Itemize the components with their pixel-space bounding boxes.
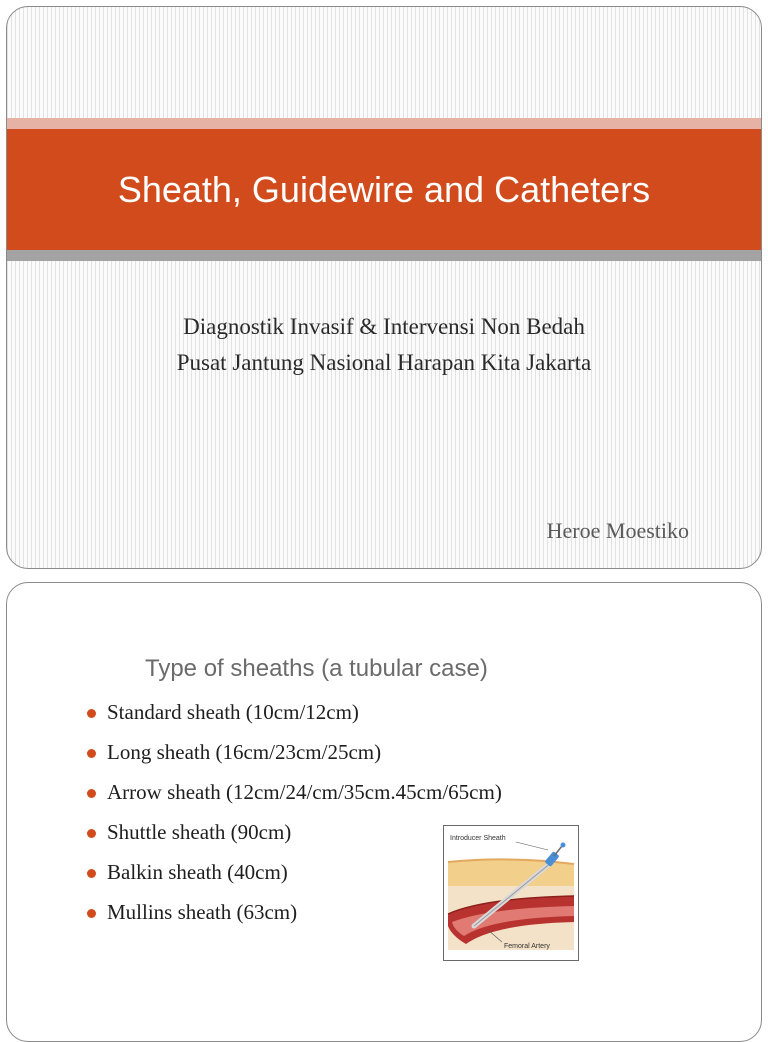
bullet-icon [87, 869, 96, 878]
list-item [87, 780, 502, 820]
subtitle-line: Diagnostik Invasif & Intervensi Non Bedah [183, 314, 585, 339]
title-slide [6, 6, 762, 569]
bullet-icon [87, 829, 96, 838]
bullet-icon [87, 709, 96, 718]
bullet-icon [87, 909, 96, 918]
list-item [87, 700, 502, 740]
list-item-text: Mullins sheath (63cm) [107, 900, 298, 924]
slide-title: Sheath, Guidewire and Catheters [117, 168, 651, 210]
list-item [87, 740, 502, 780]
sheath-type-list [87, 700, 502, 940]
introducer-sheath-illustration [443, 825, 579, 961]
author-name: Heroe Moestiko [546, 518, 689, 543]
figure-label-artery: Femoral Artery [504, 943, 550, 950]
list-item-text: Shuttle sheath (90cm) [107, 820, 292, 844]
title-band-bottom [7, 250, 761, 261]
slide-heading: Type of sheaths (a tubular case) [145, 655, 488, 682]
list-item [87, 900, 502, 940]
bullet-icon [87, 749, 96, 758]
list-item [87, 860, 502, 900]
figure-label-introducer: Introducer Sheath [450, 835, 506, 842]
list-item [87, 820, 502, 860]
list-item-text: Long sheath (16cm/23cm/25cm) [107, 740, 382, 764]
title-band-top [7, 118, 761, 129]
slide-subtitle [7, 309, 761, 381]
subtitle-line: Pusat Jantung Nasional Harapan Kita Jakarta [176, 350, 592, 375]
bullet-icon [87, 789, 96, 798]
sheath-types-slide [6, 582, 762, 1042]
list-item-text: Balkin sheath (40cm) [107, 860, 288, 884]
list-item-text: Arrow sheath (12cm/24/cm/35cm.45cm/65cm) [107, 780, 502, 804]
sheath-diagram [444, 826, 578, 960]
list-item-text: Standard sheath (10cm/12cm) [107, 700, 359, 724]
